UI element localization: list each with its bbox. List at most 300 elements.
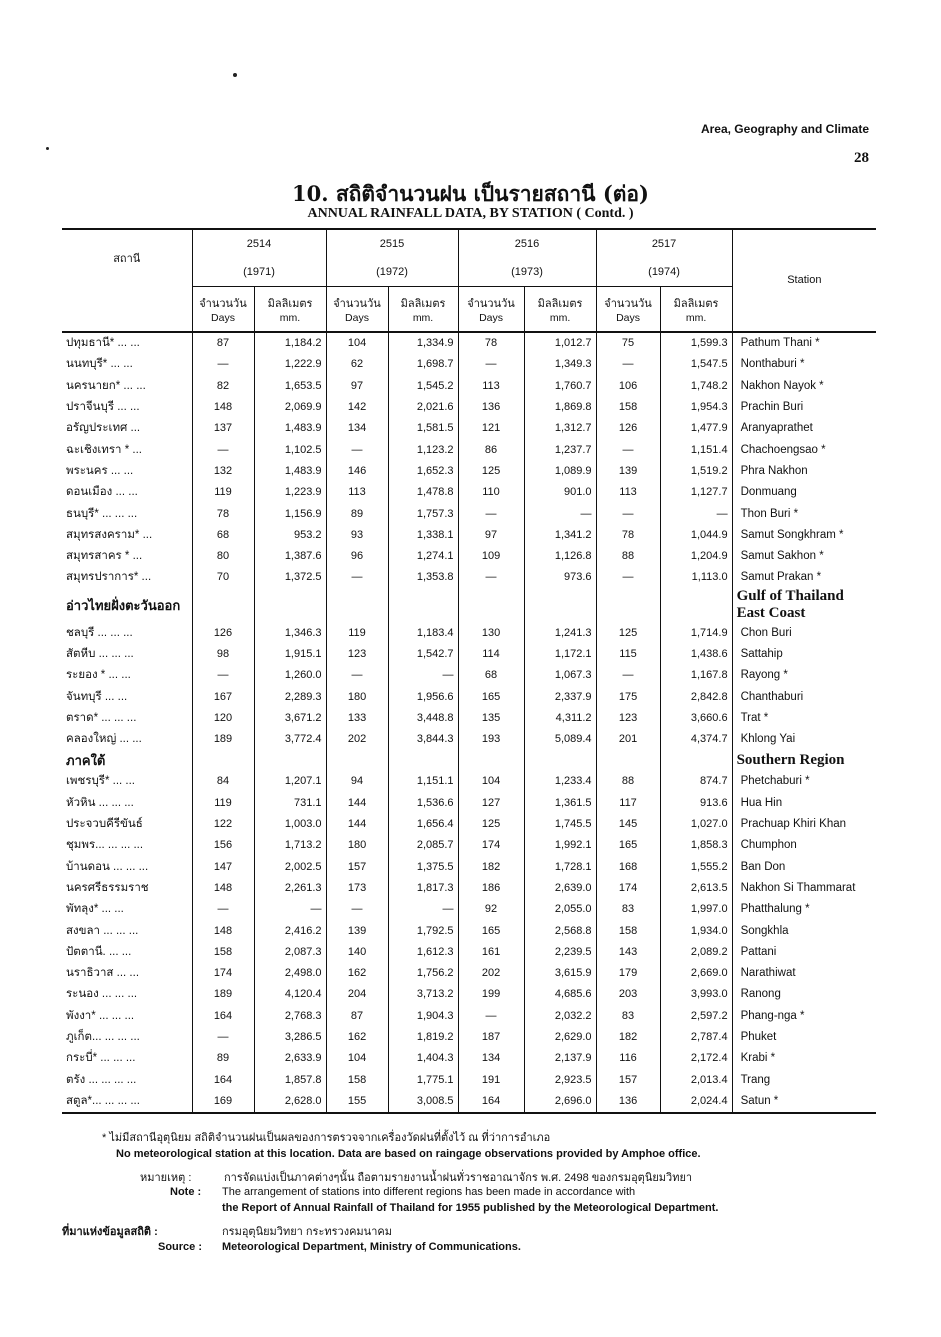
table-row [62,707,876,728]
days-cell: 139 [596,460,660,481]
station-name-english: Samut Sakhon * [732,545,876,566]
mm-cell: 1,817.3 [388,877,458,898]
mm-cell: 1,483.9 [254,460,326,481]
mm-cell: 1,223.9 [254,482,326,503]
table-row [62,643,876,664]
days-cell: 98 [192,643,254,664]
empty-cell [388,750,458,771]
days-subheader: จำนวนวัน Days [596,287,660,332]
days-cell: — [326,567,388,588]
station-name-english: Thon Buri * [732,503,876,524]
days-cell: 189 [192,984,254,1005]
days-cell: 104 [326,332,388,354]
station-name-english: Ranong [732,984,876,1005]
mm-cell: 1,599.3 [660,332,732,354]
days-cell: 117 [596,792,660,813]
mm-cell: 4,120.4 [254,984,326,1005]
days-cell: 145 [596,813,660,834]
mm-subheader: มิลลิเมตร mm. [524,287,596,332]
days-cell: 83 [596,1005,660,1026]
mm-cell: 1,237.7 [524,439,596,460]
table-body [62,332,876,1113]
blank-header [62,287,192,332]
empty-cell [388,588,458,622]
station-name-english: Chachoengsao * [732,439,876,460]
days-cell: 158 [596,920,660,941]
table-row [62,1048,876,1069]
days-subheader: จำนวนวัน Days [458,287,524,332]
mm-cell: 2,002.5 [254,856,326,877]
station-name-thai: ภูเก็ต... ... ... ... [66,1031,140,1044]
days-cell: — [596,439,660,460]
mm-cell: 1,151.4 [660,439,732,460]
region-row [62,750,876,771]
mm-cell: 2,069.9 [254,396,326,417]
days-cell: 121 [458,418,524,439]
station-name-thai: สมุทรสาคร * ... [66,550,143,563]
footnote-star-english: No meteorological station at this location. Data are based on raingage observations provided by Amphoe office. [116,1148,701,1160]
empty-cell [192,588,254,622]
days-cell: 106 [596,375,660,396]
mm-cell: 1,167.8 [660,665,732,686]
scan-speck [233,73,237,77]
days-cell: 144 [326,792,388,813]
table-row [62,460,876,481]
days-cell: 97 [326,375,388,396]
mm-cell: 2,239.5 [524,941,596,962]
region-row [62,588,876,622]
mm-cell: 2,055.0 [524,899,596,920]
days-cell: 148 [192,920,254,941]
station-name-thai: พระนคร ... ... [66,464,134,477]
days-cell: — [596,567,660,588]
station-name-english: Prachuap Khiri Khan [732,813,876,834]
empty-cell [254,750,326,771]
mm-cell: 3,286.5 [254,1026,326,1047]
days-cell: 182 [458,856,524,877]
days-cell: 202 [458,963,524,984]
station-name-english: Trang [732,1069,876,1090]
station-name-english: Pattani [732,941,876,962]
station-name-english: Chumphon [732,835,876,856]
mm-cell: 1,819.2 [388,1026,458,1047]
footnote-star-thai: * ไม่มีสถานีอุตุนิยม สถิติจำนวนฝนเป็นผลของการตรวจจากเครื่องวัดฝนที่ตั้งไว้ ณ ที่ว่าการอำเภอ [102,1132,551,1144]
days-cell: 78 [458,332,524,354]
mm-cell: 1,555.2 [660,856,732,877]
days-cell: 157 [596,1069,660,1090]
mm-cell: 1,954.3 [660,396,732,417]
mm-cell: 2,842.8 [660,686,732,707]
source-english: Meteorological Department, Ministry of Communications. [222,1241,521,1253]
mm-cell: 2,289.3 [254,686,326,707]
mm-cell: 2,085.7 [388,835,458,856]
days-cell: 182 [596,1026,660,1047]
mm-cell: 1,992.1 [524,835,596,856]
mm-cell: — [388,899,458,920]
station-name-english: Phuket [732,1026,876,1047]
mm-cell: 1,536.6 [388,792,458,813]
mm-cell: 913.6 [660,792,732,813]
days-cell: 136 [596,1090,660,1112]
mm-cell: 1,027.0 [660,813,732,834]
region-name-thai: อ่าวไทยฝั่งตะวันออก [66,597,181,613]
mm-cell: 731.1 [254,792,326,813]
mm-cell: 1,375.5 [388,856,458,877]
table-row [62,354,876,375]
mm-cell: 1,127.7 [660,482,732,503]
table-row [62,524,876,545]
station-name-english: Samut Songkhram * [732,524,876,545]
mm-cell: 1,338.1 [388,524,458,545]
days-cell: 89 [192,1048,254,1069]
mm-cell: 5,089.4 [524,729,596,750]
station-name-thai: สมุทรปราการ* ... [66,571,152,584]
year-header-be: 2515 [326,229,458,258]
days-cell: 119 [192,792,254,813]
days-cell: 174 [458,835,524,856]
mm-cell: 1,183.4 [388,622,458,643]
days-cell: 134 [326,418,388,439]
days-cell: 125 [596,622,660,643]
mm-cell: 4,374.7 [660,729,732,750]
empty-cell [524,750,596,771]
mm-cell: 2,629.0 [524,1026,596,1047]
mm-cell: 1,172.1 [524,643,596,664]
note-english-line-2: the Report of Annual Rainfall of Thailand for 1955 published by the Meteorological Department. [222,1202,719,1214]
mm-cell: 1,477.9 [660,418,732,439]
station-name-english: Satun * [732,1090,876,1112]
days-cell: 174 [192,963,254,984]
page-title-english: ANNUAL RAINFALL DATA, BY STATION ( Contd. ) [307,206,634,221]
mm-cell: 1,353.8 [388,567,458,588]
station-name-thai: ดอนเมือง ... ... [66,486,138,499]
table-row [62,856,876,877]
remark-label-thai: หมายเหตุ : [140,1172,192,1184]
days-cell: 116 [596,1048,660,1069]
table-row [62,332,876,354]
days-cell: 164 [192,1069,254,1090]
mm-cell: 874.7 [660,771,732,792]
days-cell: 88 [596,545,660,566]
days-cell: 123 [596,707,660,728]
days-subheader: จำนวนวัน Days [326,287,388,332]
station-name-thai: ระนอง ... ... ... [66,988,138,1001]
year-header-ce: (1971) [192,258,326,287]
days-cell: 123 [326,643,388,664]
days-cell: 137 [192,418,254,439]
page-title-thai: 10. สถิติจำนวนฝน เป็นรายสถานี (ต่อ) [292,181,649,206]
days-cell: — [192,354,254,375]
days-cell: 136 [458,396,524,417]
mm-cell: — [254,899,326,920]
days-cell: 175 [596,686,660,707]
table-row [62,899,876,920]
station-english-header: Station [732,229,876,332]
days-cell: — [458,503,524,524]
mm-cell: 1,126.8 [524,545,596,566]
station-name-thai: ชลบุรี ... ... ... [66,626,133,639]
station-name-thai: ฉะเชิงเทรา * ... [66,443,142,456]
station-name-thai: กระบี่* ... ... ... [66,1052,136,1065]
mm-cell: 2,498.0 [254,963,326,984]
mm-cell: 2,261.3 [254,877,326,898]
mm-cell: 953.2 [254,524,326,545]
station-name-english: Chon Buri [732,622,876,643]
mm-cell: 2,768.3 [254,1005,326,1026]
mm-cell: 1,387.6 [254,545,326,566]
days-cell: — [192,899,254,920]
station-name-thai: พังงา* ... ... ... [66,1009,135,1022]
year-header-ce: (1972) [326,258,458,287]
days-cell: 84 [192,771,254,792]
mm-cell: — [660,503,732,524]
mm-cell: 1,915.1 [254,643,326,664]
mm-cell: 2,633.9 [254,1048,326,1069]
days-cell: 78 [596,524,660,545]
mm-cell: 1,361.5 [524,792,596,813]
station-name-thai: นครศรีธรรมราช [66,881,149,894]
days-cell: 158 [192,941,254,962]
station-name-thai: สมุทรสงคราม* ... [66,528,153,541]
days-cell: 113 [458,375,524,396]
table-row [62,813,876,834]
days-cell: 68 [458,665,524,686]
days-cell: 97 [458,524,524,545]
mm-cell: 3,671.2 [254,707,326,728]
table-row [62,503,876,524]
station-name-english: Nonthaburi * [732,354,876,375]
station-name-english: Phatthalung * [732,899,876,920]
station-name-thai: ธนบุรี* ... ... ... [66,507,138,520]
empty-cell [660,588,732,622]
table-row [62,418,876,439]
mm-cell: 1,542.7 [388,643,458,664]
days-cell: 155 [326,1090,388,1112]
station-name-thai: บ้านดอน ... ... ... [66,860,149,873]
mm-cell: 1,123.2 [388,439,458,460]
station-name-thai: ตรัง ... ... ... ... [66,1073,137,1086]
mm-cell: 1,857.8 [254,1069,326,1090]
mm-cell: 2,032.2 [524,1005,596,1026]
source-label-thai: ที่มาแห่งข้อมูลสถิติ : [62,1226,158,1238]
mm-cell: 2,013.4 [660,1069,732,1090]
empty-cell [458,588,524,622]
days-cell: 148 [192,396,254,417]
mm-cell: 1,956.6 [388,686,458,707]
station-name-thai: นนทบุรี* ... ... [66,358,133,371]
mm-cell: 2,137.9 [524,1048,596,1069]
mm-cell: 1,653.5 [254,375,326,396]
mm-cell: — [388,665,458,686]
mm-cell: — [524,503,596,524]
mm-cell: 4,311.2 [524,707,596,728]
mm-cell: 1,869.8 [524,396,596,417]
days-cell: 114 [458,643,524,664]
days-cell: 93 [326,524,388,545]
mm-cell: 1,698.7 [388,354,458,375]
mm-cell: 1,483.9 [254,418,326,439]
mm-cell: 1,757.3 [388,503,458,524]
days-cell: — [326,899,388,920]
days-cell: 75 [596,332,660,354]
mm-cell: 1,233.4 [524,771,596,792]
mm-cell: 973.6 [524,567,596,588]
source-thai: กรมอุตุนิยมวิทยา กระทรวงคมนาคม [222,1226,392,1238]
days-subheader: จำนวนวัน Days [192,287,254,332]
table-row [62,622,876,643]
station-name-english: Ban Don [732,856,876,877]
mm-cell: 1,067.3 [524,665,596,686]
empty-cell [524,588,596,622]
days-cell: 110 [458,482,524,503]
days-cell: 164 [458,1090,524,1112]
days-cell: 158 [326,1069,388,1090]
days-cell: 158 [596,396,660,417]
days-cell: 168 [596,856,660,877]
empty-cell [192,750,254,771]
table-row [62,877,876,898]
table-row [62,963,876,984]
days-cell: 161 [458,941,524,962]
mm-cell: 2,089.2 [660,941,732,962]
empty-cell [326,588,388,622]
table-row [62,1069,876,1090]
mm-cell: 2,639.0 [524,877,596,898]
table-row [62,792,876,813]
days-cell: 113 [326,482,388,503]
days-cell: 179 [596,963,660,984]
days-cell: 165 [596,835,660,856]
mm-cell: 1,312.7 [524,418,596,439]
mm-cell: 2,021.6 [388,396,458,417]
days-cell: 126 [192,622,254,643]
days-cell: 203 [596,984,660,1005]
days-cell: 201 [596,729,660,750]
section-header: Area, Geography and Climate [700,122,869,136]
mm-cell: 1,113.0 [660,567,732,588]
station-name-thai: เพชรบุรี* ... ... [66,775,136,788]
days-cell: 165 [458,686,524,707]
rainfall-table [62,228,876,1114]
days-cell: — [192,1026,254,1047]
table-row [62,439,876,460]
mm-cell: 3,615.9 [524,963,596,984]
station-name-thai: หัวหิน ... ... ... [66,796,134,809]
mm-cell: 1,652.3 [388,460,458,481]
mm-cell: 1,756.2 [388,963,458,984]
mm-cell: 1,156.9 [254,503,326,524]
mm-cell: 1,204.9 [660,545,732,566]
mm-cell: 3,448.8 [388,707,458,728]
days-cell: 122 [192,813,254,834]
table-row [62,665,876,686]
mm-cell: 1,713.2 [254,835,326,856]
mm-cell: 1,478.8 [388,482,458,503]
mm-cell: 2,172.4 [660,1048,732,1069]
days-cell: 83 [596,899,660,920]
station-name-english: Donmuang [732,482,876,503]
scan-speck [46,147,49,150]
mm-cell: 1,934.0 [660,920,732,941]
days-cell: 119 [192,482,254,503]
days-cell: 193 [458,729,524,750]
station-name-thai: ตราด* ... ... ... [66,711,137,724]
note-english-line-1: The arrangement of stations into different regions has been made in accordance with [222,1186,636,1198]
station-name-english: Pathum Thani * [732,332,876,354]
days-cell: — [192,665,254,686]
days-cell: — [326,665,388,686]
mm-subheader: มิลลิเมตร mm. [388,287,458,332]
table-row [62,396,876,417]
days-cell: 134 [458,1048,524,1069]
source-label-english: Source : [158,1241,203,1253]
mm-cell: 1,346.3 [254,622,326,643]
mm-cell: 1,184.2 [254,332,326,354]
days-cell: 133 [326,707,388,728]
region-name-english: Southern Region [732,750,876,771]
days-cell: 113 [596,482,660,503]
mm-cell: 4,685.6 [524,984,596,1005]
days-cell: 199 [458,984,524,1005]
note-label-english: Note : [170,1186,202,1198]
page-number: 28 [854,150,869,166]
mm-cell: 1,547.5 [660,354,732,375]
days-cell: 130 [458,622,524,643]
station-name-thai: อรัญประเทศ ... [66,422,141,435]
days-cell: 68 [192,524,254,545]
mm-cell: 1,858.3 [660,835,732,856]
mm-cell: 1,349.3 [524,354,596,375]
mm-cell: 3,993.0 [660,984,732,1005]
station-name-english: Nakhon Si Thammarat [732,877,876,898]
days-cell: 78 [192,503,254,524]
mm-cell: 1,904.3 [388,1005,458,1026]
station-name-thai: คลองใหญ่ ... ... [66,733,142,746]
station-name-thai: นราธิวาส ... ... [66,967,140,980]
mm-cell: 1,745.5 [524,813,596,834]
mm-cell: 1,519.2 [660,460,732,481]
days-cell: 62 [326,354,388,375]
days-cell: 125 [458,460,524,481]
mm-cell: 1,748.2 [660,375,732,396]
mm-cell: 2,696.0 [524,1090,596,1112]
station-name-english: Samut Prakan * [732,567,876,588]
mm-cell: 901.0 [524,482,596,503]
year-header-ce: (1973) [458,258,596,287]
mm-cell: 3,844.3 [388,729,458,750]
days-cell: 142 [326,396,388,417]
station-name-english: Rayong * [732,665,876,686]
station-name-thai: ชุมพร... ... ... ... [66,839,144,852]
days-cell: 191 [458,1069,524,1090]
mm-cell: 1,260.0 [254,665,326,686]
days-cell: — [326,439,388,460]
mm-cell: 1,222.9 [254,354,326,375]
table-row [62,545,876,566]
days-cell: 126 [596,418,660,439]
days-cell: 174 [596,877,660,898]
station-name-english: Hua Hin [732,792,876,813]
mm-cell: 1,102.5 [254,439,326,460]
days-cell: 202 [326,729,388,750]
mm-cell: 1,656.4 [388,813,458,834]
year-header-be: 2517 [596,229,732,258]
mm-cell: 3,008.5 [388,1090,458,1112]
mm-cell: 1,545.2 [388,375,458,396]
table-row [62,375,876,396]
station-name-thai: สตูล*... ... ... ... [62,1090,192,1112]
days-cell: 88 [596,771,660,792]
